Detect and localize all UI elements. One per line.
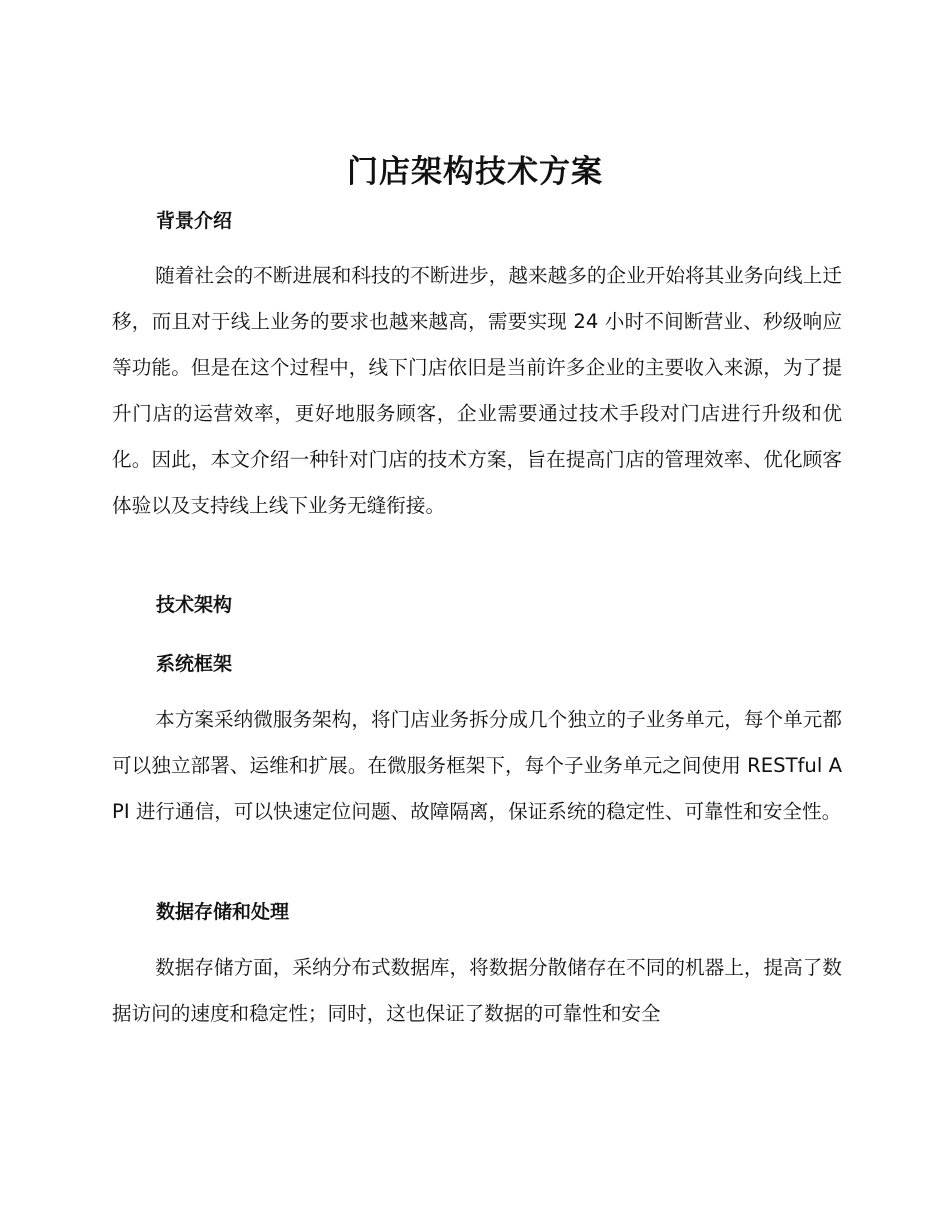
section-paragraph-system-framework: 本方案采纳微服务架构，将门店业务拆分成几个独立的子业务单元，每个单元都可以独立部署、运维和扩展。在微服务框架下，每个子业务单元之间使用 RESTful API 进行通信，可以快速定位问题、故障隔离，保证系统的稳定性、可靠性和安全性。 bbox=[112, 708, 842, 823]
section-heading-data-storage: 数据存储和处理 bbox=[156, 901, 290, 923]
section-paragraph-data-storage: 数据存储方面，采纳分布式数据库，将数据分散储存在不同的机器上，提高了数据访问的速度和稳定性；同时，这也保证了数据的可靠性和安全 bbox=[112, 956, 842, 1025]
section-heading-background: 背景介绍 bbox=[156, 210, 233, 232]
document-title: 门店架构技术方案 bbox=[347, 154, 603, 190]
section-heading-system-framework: 系统框架 bbox=[156, 653, 233, 675]
section-paragraph-background: 随着社会的不断进展和科技的不断进步，越来越多的企业开始将其业务向线上迁移，而且对于线上业务的要求也越来越高，需要实现 24 小时不间断营业、秒级响应等功能。但是在这个过程中，线下门店依旧是当前许多企业的主要收入来源，为了提升门店的运营效率，更好地服务顾客，企业需要通过技术手段对门店进行升级和优化。因此，本文介绍一种针对门店的技术方案，旨在提高门店的管理效率、优化顾客体验以及支持线上线下业务无缝衔接。 bbox=[112, 264, 842, 517]
section-heading-tech-architecture: 技术架构 bbox=[156, 594, 233, 616]
